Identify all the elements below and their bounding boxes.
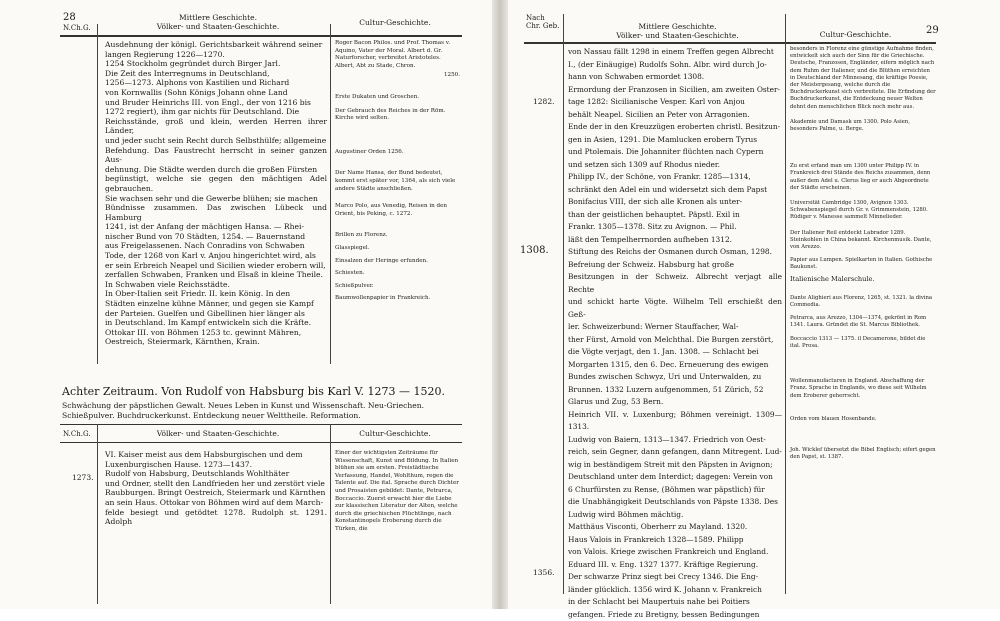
column2-rule-right xyxy=(330,424,331,604)
culture-notes-2: Einer der wichtigsten Zeiträume für Wissenschaft, Kunst und Bildung. In Italien blühen sie am ersten. Freistädtische Verfassung, Handel, Wohlthum, regen die Talente auf. Die ital. Sprache durch Dichter und Prosaisten gebildet: Dante, Petrarca, Boccaccio. Zuerst erwacht hier die Liebe zur klassischen Literatur der Alten, welche durch die griechischen Flüchtlinge, nach Konstantinopels Eroberung durch die Türken, die xyxy=(335,450,459,532)
section-title: Achter Zeitraum. Von Rudolf von Habsburg bis Karl V. 1273 — 1520. xyxy=(62,385,445,398)
header-rule xyxy=(524,42,936,44)
header-center-bottom: Völker- und Staaten-Geschichte. xyxy=(616,31,739,40)
main-text: Ausdehnung der königl. Gerichtsbarkeit während seiner langen Regierung 1226—1270. 1254 Stockholm gegründet durch Birger Jarl. Die Zeit des Interregnums in Deutschland, 1256—1273. Alphons von Kastilien und Richard von Kornwallis (Sohn Königs Johann ohne Land und Bruder Heinrichs III. von Engl., der von 1216 bis 1272 regiert), ihm gar nichts für Deutschland. Die Reichsstände, groß und klein, werden Herren ihrer Länder, und jeder sucht sein Recht durch Selbsthülfe; allgemeine Befehdung. Das Faustrecht herrscht in seiner ganzen Aus- dehnung. Die Städte werden durch die großen Fürsten begünstigt, welche sie gegen den mächtigen Adel gebrauchen. Sie wachsen sehr und die Gewerbe blühen; sie machen Bündnisse zusammen. Das zwischen Lübeck und Hamburg 1241, ist der Anfang der mächtigen Hansa. — Rhei- nischer Bund von 70 Städten, 1254. — Bauernstand aus Freigelassenen. Nach Conradins von Schwaben Tode, der 1268 von Karl v. Anjou hingerichtet wird, als er sein Erbreich Neapel und Sicilien wieder erobern will, zerfallen Schwaben, Franken und Elsaß in kleine Theile. In Schwaben viele Reichsstädte. In Ober-Italien seit Friedr. II. kein König. In den Städten einzelne kühne Männer, und gegen sie Kampf der Parteien. Guelfen und Gibellinen hier länger als in Deutschland. Im Kampf entwickeln sich die Kräfte. Ottokar III. von Böhmen 1253 tc. gewinnt Mähren, Oestreich, Steiermark, Kärnthen, Krain. xyxy=(105,40,327,347)
margin-date: 1282. xyxy=(533,97,555,106)
subtitle-line: Schwächung der päpstlichen Gewalt. Neues Leben in Kunst und Wissenschaft. Neu-Griechen. xyxy=(62,401,425,410)
main-text: von Nassau fällt 1298 in einem Treffen gegen Albrecht I., (der Einäugige) Rudolfs Sohn. Albr. wird durch Jo- hann von Schwaben ermordet 1308. Ermordung der Franzosen in Sicilien, am zweiten Oster- tage 1282: Sicilianische Vesper. Karl von Anjou behält Neapel. Sicilien an Peter von Arragonien. Ende der in den Kreuzzügen eroberten christl. Besitzun- gen in Asien, 1291. Die Mamlucken erobern Tyrus und Ptolemais. Die Johanniter flüchten nach Cypern und setzen sich 1309 auf Rhodus nieder. Philipp IV., der Schöne, von Frankr. 1285—1314, schränkt den Adel ein und widersetzt sich dem Papst Bonifacius VIII, der sich alle Kronen als unter- than der geistlichen behauptet. Päpstl. Exil in Frankr. 1305—1378. Sitz zu Avignon. — Phil. läßt den Tempelherrnorden aufheben 1312. Stiftung des Reichs der Osmanen durch Osman, 1298. Befreiung der Schweiz. Habsburg hat große Besitzungen in der Schweiz. Albrecht verjagt alle Rechte und schickt harte Vögte. Wilhelm Tell erschießt den Geß- ler. Schweizerbund: Werner Stauffacher, Wal- ther Fürst, Arnold von Melchthal. Die Burgen zerstört, die Vögte verjagt, den 1. Jan. 1308. — Schlacht bei Morgarten 1315, den 6. Dec. Erneuerung des ewigen Bundes zwischen Schwyz, Uri und Unterwalden, zu Brunnen. 1332 Luzern aufgenommen, 51 Zürich, 52 Glarus und Zug, 53 Bern. Heinrich VII. v. Luxenburg; Böhmen vereinigt. 1309—1313. Ludwig von Baiern, 1313—1347. Friedrich von Oest- reich, sein Gegner, dann gefangen, dann Mitregent. Lud- wig in beständigem Streit mit den Päpsten in Avignon; Deutschland unter dem Interdict; dagegen: Verein von 6 Churfürsten zu Rense, (Böhmen war päpstlich) für die Unabhängigkeit Deutschlands von Päpste 1338. Des Ludwig wird Böhmen mächtig. Matthäus Visconti, Oberherr zu Mayland. 1320. Haus Valois in Frankreich 1328—1589. Philipp von Valois. Kriege zwischen Frankreich und England. Eduard III. v. Eng. 1327 1377. Kräftige Regierung. Der schwarze Prinz siegt bei Crecy 1346. Die Eng- länder glücklich. 1356 wird K. Johann v. Frankreich in der Schlacht bei Maupertuis nahe bei Poitiers gefangen. Friede zu Bretigny, bessen Bedingungen xyxy=(568,47,782,619)
header-right: Cultur-Geschichte. xyxy=(819,30,892,39)
culture-notes: Roger Bacon Philos. und Prof. Thomas v. Aquino, Vater der Moral. Albert d. Gr. Naturforscher, verbreitet Aristoteles. Albert, Abt zu Stade, Chron. 1250. Erste Dukaten und Groschen. Der Gebrauch des Reiches in der Röm. Kirche wird selten. Augustiner Orden 1256. Der Name Hansa, der Bund bedeutet, kommt erst später vor, 1364, als sich viele andere Städte anschließen. Marco Polo, aus Venedig, Reisen in den Orient, bis Peking, c. 1272. Brillen zu Florenz. Glasspiegel. Einsalzen der Heringe erfunden. Schiesten. Schießpulver. Baumwollenpapier in Frankreich. xyxy=(335,40,460,302)
margin-date: 1308. xyxy=(520,245,549,256)
main-text-2: VI. Kaiser meist aus dem Habsburgischen und dem Luxenburgischen Hause. 1273—1437. Rudolf von Habsburg, Deutschlands Wohlthäter und Ordner, stellt den Landfrieden her und zerstört viele Raubburgen. Bringt Oestreich, Steiermark und Kärnthen an sein Haus. Ottokar von Böhmen wird auf dem March- felde besiegt und getödtet 1278. Rudolph st. 1291. Adolph xyxy=(105,450,327,527)
column-rule-right xyxy=(785,14,786,594)
header-center-top: Mittlere Geschichte. xyxy=(638,22,717,31)
header2-right: Cultur-Geschichte. xyxy=(359,429,431,438)
header2-corner: N.Ch.G. xyxy=(63,430,91,438)
culture-notes: besonders in Florenz eine günstige Aufnahme finden, entwickelt sich auch der Sinn für die Griechische. Deutsche, Franzosen, Engländer, eifern möglich nach dem Ruhm der Italiener, und die Blüthen erreichten in Deutschland der Minnesang, die kräftige Poesie, der Meistergesang, welche durch die Buchdruckerkunst sich verbreitete. Die Erfindung der Buchdruckerkunst, die Entdeckung neuer Welten dehnt den menschlichen Blick noch mehr aus. Akademie und Damask um 1300. Polo Asien, besonders Palme, u. Berge. Zu erst erfand man um 1300 unter Philipp IV. in Frankreich drei Stände des Reichs zusammen, denn außer dem Adel u. Clerus lieg er auch Abgeordnete der Städte erscheinen. Universität Cambridge 1300, Avignon 1303. Schwabenspiegel durch Gr. v. Grimmenstein, 1280. Rüdiger v. Manesse sammelt Minnelieder. Der Italiener Reil entdeckt Labrador 1289. Steinkohlen in China bekannt. Kirchenmusik. Dante, von Arezzo. Papier aus Lumpen. Spielkarten in Italien. Gothische Baukunst. Italienische Malerschule. Dante Alighieri aus Florenz, 1265, st. 1321. la divina Commedia. Petrarca, aus Arezzo, 1304—1374, gekrönt in Rom 1341. Laura. Gründet die St. Marcus Bibliothek. Boccaccio 1313 — 1375. il Decamerone, bildet die ital. Prosa. Wollenmanufacturen in England. Abschaffung der Franz. Sprache in Englands, wo diese seit Wilhelm dem Eroberer geherrscht. Orden vom blauen Hosenbande. Joh. Wicklef übersetzt die Bibel Englisch; eifert gegen den Papst, st. 1387. xyxy=(790,46,936,461)
page-number: 29 xyxy=(926,25,939,36)
header-corner: N.Ch.G. xyxy=(63,24,91,32)
left-page xyxy=(0,0,492,609)
header-center-top: Mittlere Geschichte. xyxy=(179,13,257,22)
subtitle-line: Schießpulver. Buchdruckerkunst. Entdeckung neuer Welttheile. Reformation. xyxy=(62,411,361,420)
corner-bottom: Chr. Geb. xyxy=(526,22,560,30)
section-subtitle xyxy=(62,401,482,421)
page-number: 28 xyxy=(63,12,76,23)
header-title xyxy=(570,22,785,40)
corner-top: Nach xyxy=(526,14,545,22)
right-page xyxy=(508,0,1000,619)
table-rule-top xyxy=(60,424,462,425)
header-title xyxy=(108,13,328,31)
column-rule-left xyxy=(97,24,98,364)
margin-date: 1356. xyxy=(533,568,555,577)
column2-rule-left xyxy=(97,424,98,604)
header-rule xyxy=(60,35,462,37)
header-center-bottom: Völker- und Staaten-Geschichte. xyxy=(156,22,280,31)
header2-center: Völker- und Staaten-Geschichte. xyxy=(156,429,280,438)
header-corner xyxy=(526,14,566,30)
margin-date: 1273. xyxy=(72,473,94,482)
header-right: Cultur-Geschichte. xyxy=(359,18,431,27)
table-rule-bottom xyxy=(60,442,462,443)
column-rule-right xyxy=(330,24,331,364)
book-gutter xyxy=(492,0,508,609)
column-rule-left xyxy=(563,14,564,594)
